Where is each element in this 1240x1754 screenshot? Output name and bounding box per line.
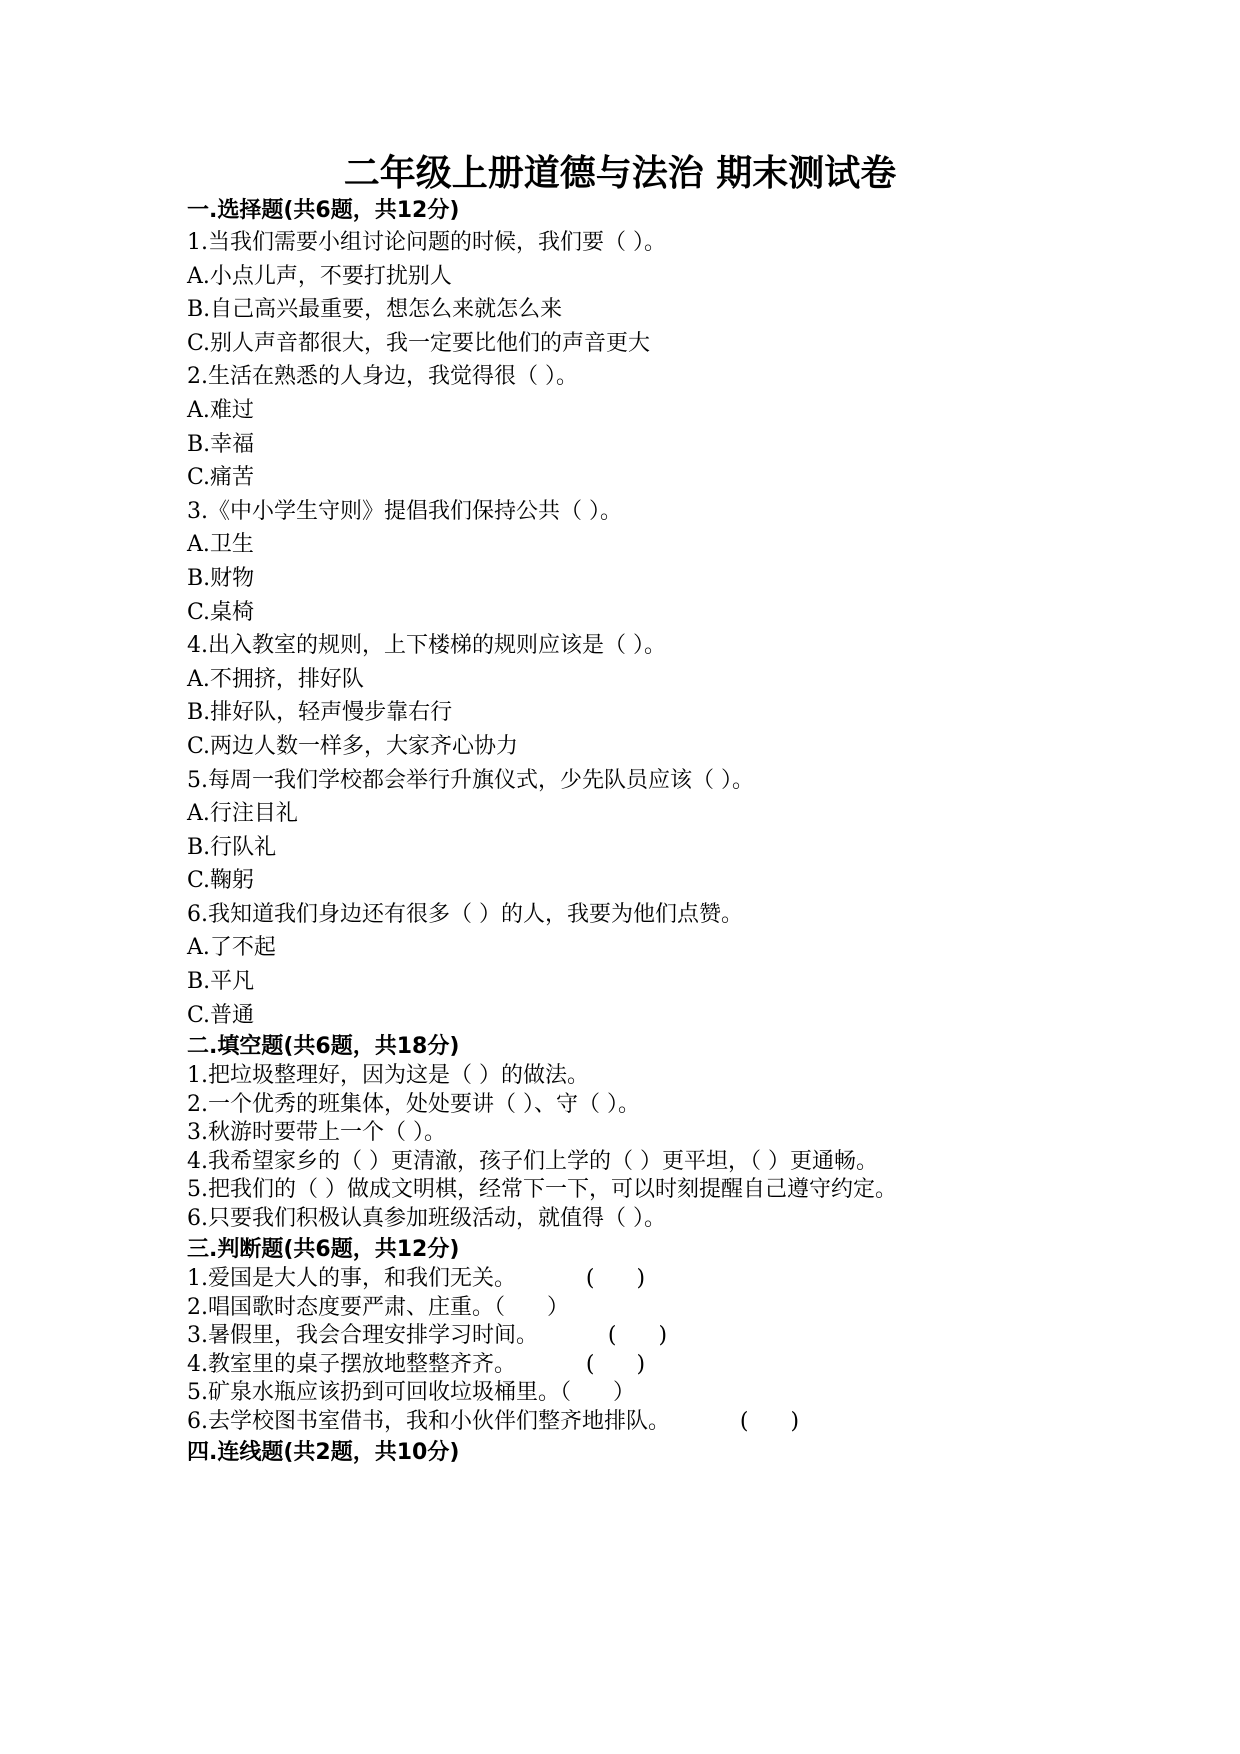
choice-question-stem: 3.《中小学生守则》提倡我们保持公共（ ）。	[187, 498, 622, 524]
choice-option: C.痛苦	[187, 465, 255, 491]
choice-option: B.幸福	[187, 431, 255, 457]
judge-question-list	[187, 1265, 1057, 1436]
judge-question: 2.唱国歌时态度要严肃、庄重。（ ）	[187, 1294, 569, 1320]
fill-question: 3.秋游时要带上一个（ ）。	[187, 1120, 446, 1146]
choice-option: B.自己高兴最重要，想怎么来就怎么来	[187, 297, 563, 323]
choice-option: A.不拥挤，排好队	[187, 666, 364, 692]
choice-question-stem: 6.我知道我们身边还有很多（ ）的人，我要为他们点赞。	[187, 901, 743, 927]
section-heading-choice: 一.选择题(共6题，共12分)	[187, 198, 460, 223]
choice-question-list	[187, 226, 1057, 1032]
judge-question: 5.矿泉水瓶应该扔到可回收垃圾桶里。（ ）	[187, 1380, 635, 1406]
choice-option: C.别人声音都很大，我一定要比他们的声音更大	[187, 330, 651, 356]
choice-option: C.两边人数一样多，大家齐心协力	[187, 733, 519, 759]
section-heading-fill: 二.填空题(共6题，共18分)	[187, 1034, 460, 1060]
choice-option: B.排好队，轻声慢步靠右行	[187, 700, 453, 726]
choice-option: A.行注目礼	[187, 801, 298, 827]
choice-option: C.普通	[187, 1002, 255, 1028]
fill-question: 2.一个优秀的班集体，处处要讲（ ）、守（ ）。	[187, 1091, 640, 1117]
fill-question: 4.我希望家乡的（ ）更清澈，孩子们上学的（ ）更平坦，（ ）更通畅。	[187, 1148, 878, 1174]
judge-question: 3.暑假里，我会合理安排学习时间。 ( )	[187, 1323, 668, 1349]
fill-question: 6.只要我们积极认真参加班级活动，就值得（ ）。	[187, 1205, 666, 1231]
fill-question: 1.把垃圾整理好，因为这是（ ）的做法。	[187, 1063, 589, 1089]
choice-question-stem: 4.出入教室的规则，上下楼梯的规则应该是（ ）。	[187, 633, 666, 659]
section-heading-match: 四.连线题(共2题，共10分)	[187, 1440, 460, 1466]
judge-question: 6.去学校图书室借书，我和小伙伴们整齐地排队。 ( )	[187, 1408, 800, 1434]
section-heading-judge: 三.判断题(共6题，共12分)	[187, 1237, 460, 1263]
judge-question: 4.教室里的桌子摆放地整整齐齐。 ( )	[187, 1351, 646, 1377]
exam-content	[187, 196, 1057, 1468]
choice-option: A.难过	[187, 397, 254, 423]
judge-question: 1.爱国是大人的事，和我们无关。 ( )	[187, 1266, 646, 1292]
choice-option: A.卫生	[187, 532, 254, 558]
fill-question: 5.把我们的（ ）做成文明棋，经常下一下，可以时刻提醒自己遵守约定。	[187, 1177, 897, 1203]
choice-option: B.财物	[187, 565, 255, 591]
choice-option: A.了不起	[187, 935, 276, 961]
choice-question-stem: 5.每周一我们学校都会举行升旗仪式，少先队员应该（ ）。	[187, 767, 754, 793]
fill-question-list	[187, 1062, 1057, 1233]
choice-question-stem: 2.生活在熟悉的人身边，我觉得很（ ）。	[187, 364, 578, 390]
choice-option: B.行队礼	[187, 834, 277, 860]
choice-option: B.平凡	[187, 969, 255, 995]
choice-option: A.小点儿声，不要打扰别人	[187, 263, 452, 289]
page-title: 二年级上册道德与法治 期末测试卷	[343, 153, 897, 194]
choice-question-stem: 1.当我们需要小组讨论问题的时候，我们要（ ）。	[187, 230, 666, 255]
choice-option: C.鞠躬	[187, 868, 255, 894]
choice-option: C.桌椅	[187, 599, 255, 625]
